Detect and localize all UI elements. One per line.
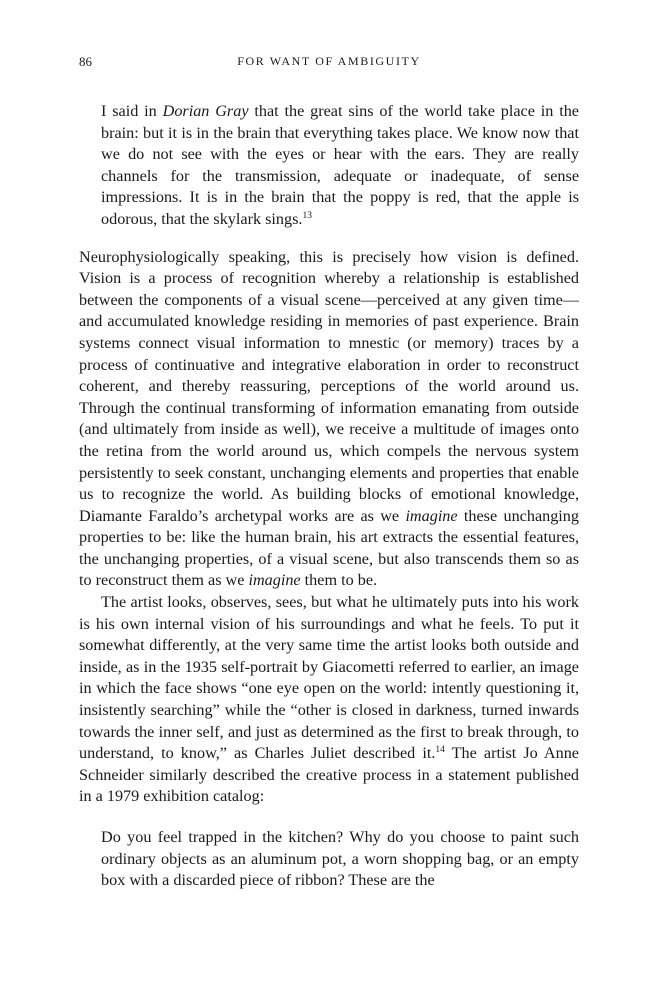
footnote-ref-14: 14 <box>435 745 445 756</box>
block-quote-wilde <box>79 101 579 231</box>
paragraph-text: Neurophysiologically speaking, this is precisely how vision is defined. Vision is a process of recognition whereby a relationship is established between the components of a visual scene—perceived at any given time—and accumulated knowledge residing in memories of past experience. Brain systems connect visual information to mnestic (or memory) traces by a process of continuative and integrative elaboration in order to reconstruct coherent, and thereby reassuring, perceptions of the world around us. Through the continual transforming of information emanating from outside (and ultimately from inside as well), we receive a multitude of images onto the retina from the world around us, which compels the nervous system persistently to seek constant, unchanging elements and properties that enable us to recognize the world. As building blocks of emotional knowledge, Diamante Faraldo’s archetypal works are as we <box>79 247 579 525</box>
block-quote-schneider <box>79 827 579 892</box>
paragraph-text: these unchanging properties to be: like the human brain, his art extracts the essential features, the unchanging properties, of a visual scene, but also transcends them so as to reconstruct them as we <box>79 506 579 590</box>
paragraph-artist <box>79 592 579 808</box>
italic-word: imagine <box>405 506 458 525</box>
running-title: FOR WANT OF AMBIGUITY <box>237 54 421 68</box>
quote-text: that the great sins of the world take place in the brain: but it is in the brain that everything takes place. We know now that we do not see with the eyes or hear with the ears. They are really channels for the transmission, adequate or inadequate, of sense impressions. It is in the brain that the poppy is red, that the apple is odorous, that the skylark sings. <box>101 102 579 228</box>
running-header <box>79 54 579 72</box>
quote-text: Do you feel trapped in the kitchen? Why do you choose to paint such ordinary objects as an aluminum pot, a worn shopping bag, or an empty box with a discarded piece of ribbon? These are the <box>101 828 579 890</box>
footnote-ref-13: 13 <box>302 210 312 221</box>
paragraph-text: The artist looks, observes, sees, but what he ultimately puts into his work is his own internal vision of his surroundings and what he feels. To put it somewhat differently, at the very same time the artist looks both outside and inside, as in the 1935 self-portrait by Giacometti referred to earlier, an image in which the face shows “one eye open on the world: intently questioning it, insistently searching” while the “other is closed in darkness, turned inwards towards the inner self, and just as determined as the first to break through, to understand, to know,” as Charles Juliet described it. <box>79 593 579 763</box>
paragraph-text: them to be. <box>300 571 378 590</box>
paragraph-vision <box>79 247 579 593</box>
page-number: 86 <box>79 54 92 69</box>
paragraph-text: The artist Jo Anne Schneider similarly described the creative process in a statement published in a 1979 exhibition catalog: <box>79 744 579 806</box>
italic-word: imagine <box>248 571 301 590</box>
quote-text: I said in <box>101 102 163 120</box>
body-text <box>79 101 579 892</box>
quote-italic-title: Dorian Gray <box>162 102 249 120</box>
